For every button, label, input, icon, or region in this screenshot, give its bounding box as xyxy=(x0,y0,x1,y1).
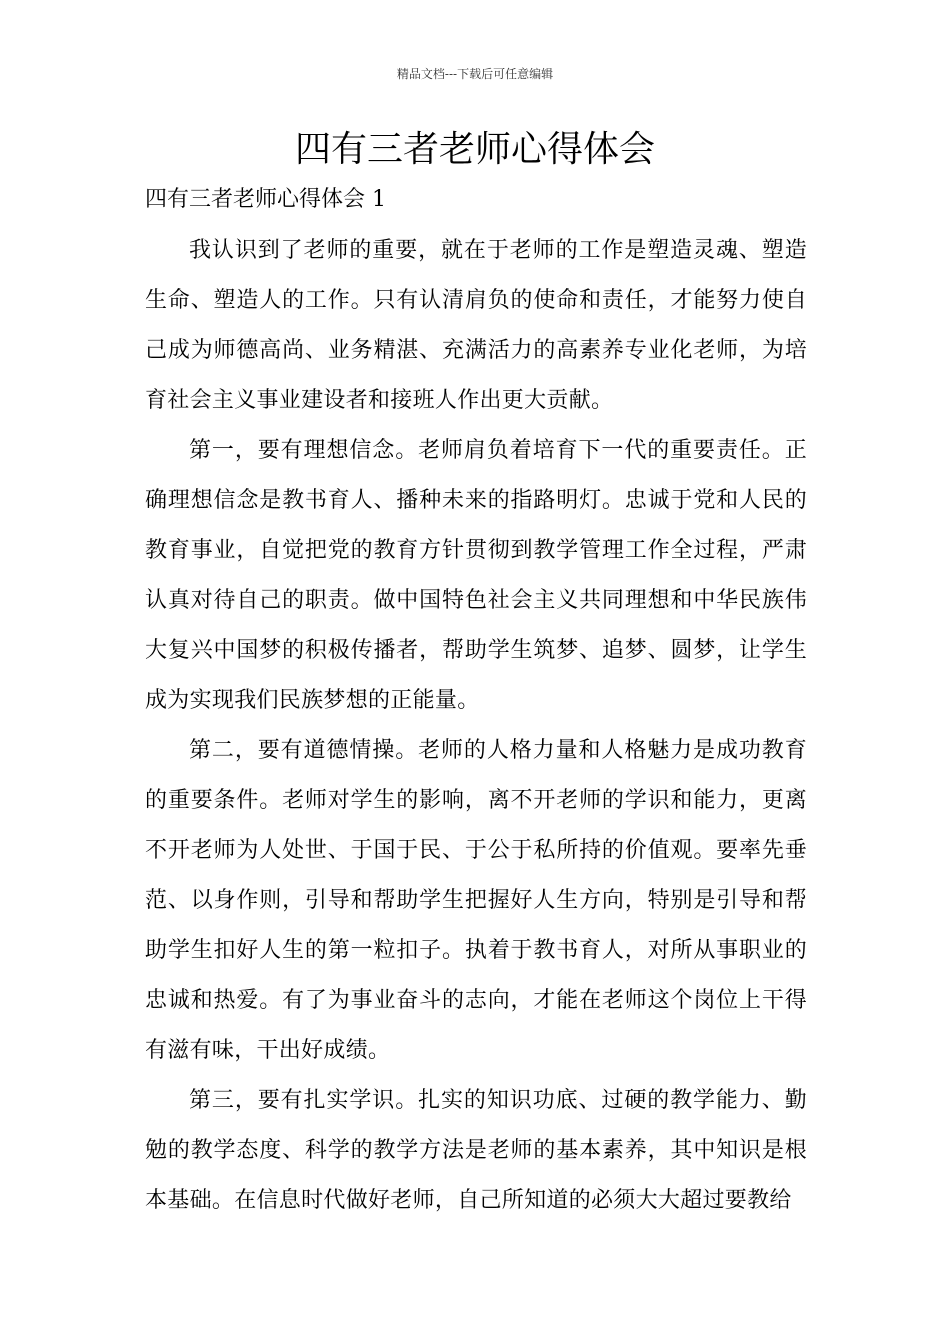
paragraph-second: 第二，要有道德情操。老师的人格力量和人格魅力是成功教育的重要条件。老师对学生的影响，离不开老师的学识和能力，更离不开老师为人处世、于国于民、于公于私所持的价值观。要率先垂范、以身作则，引导和帮助学生把握好人生方向，特别是引导和帮助学生扣好人生的第一粒扣子。执着于教书育人，对所从事职业的忠诚和热爱。有了为事业奋斗的志向，才能在老师这个岗位上干得有滋有味，干出好成绩。 xyxy=(145,738,807,1063)
section-heading: 四有三者老师心得体会 1 xyxy=(145,187,386,212)
paragraph-intro: 我认识到了老师的重要，就在于老师的工作是塑造灵魂、塑造生命、塑造人的工作。只有认清肩负的使命和责任，才能努力使自己成为师德高尚、业务精湛、充满活力的高素养专业化老师，为培育社会主义事业建设者和接班人作出更大贡献。 xyxy=(145,238,807,413)
paragraph-first: 第一，要有理想信念。老师肩负着培育下一代的重要责任。正确理想信念是教书育人、播种未来的指路明灯。忠诚于党和人民的教育事业，自觉把党的教育方针贯彻到教学管理工作全过程，严肃认真对待自己的职责。做中国特色社会主义共同理想和中华民族伟大复兴中国梦的积极传播者，帮助学生筑梦、追梦、圆梦，让学生成为实现我们民族梦想的正能量。 xyxy=(145,438,807,713)
document-title: 四有三者老师心得体会 xyxy=(294,129,655,170)
paragraph-third: 第三，要有扎实学识。扎实的知识功底、过硬的教学能力、勤勉的教学态度、科学的教学方法是老师的基本素养，其中知识是根本基础。在信息时代做好老师，自己所知道的必须大大超过要教给 xyxy=(145,1088,807,1213)
header-note: 精品文档---下载后可任意编辑 xyxy=(396,67,554,81)
document-body xyxy=(145,226,807,1226)
